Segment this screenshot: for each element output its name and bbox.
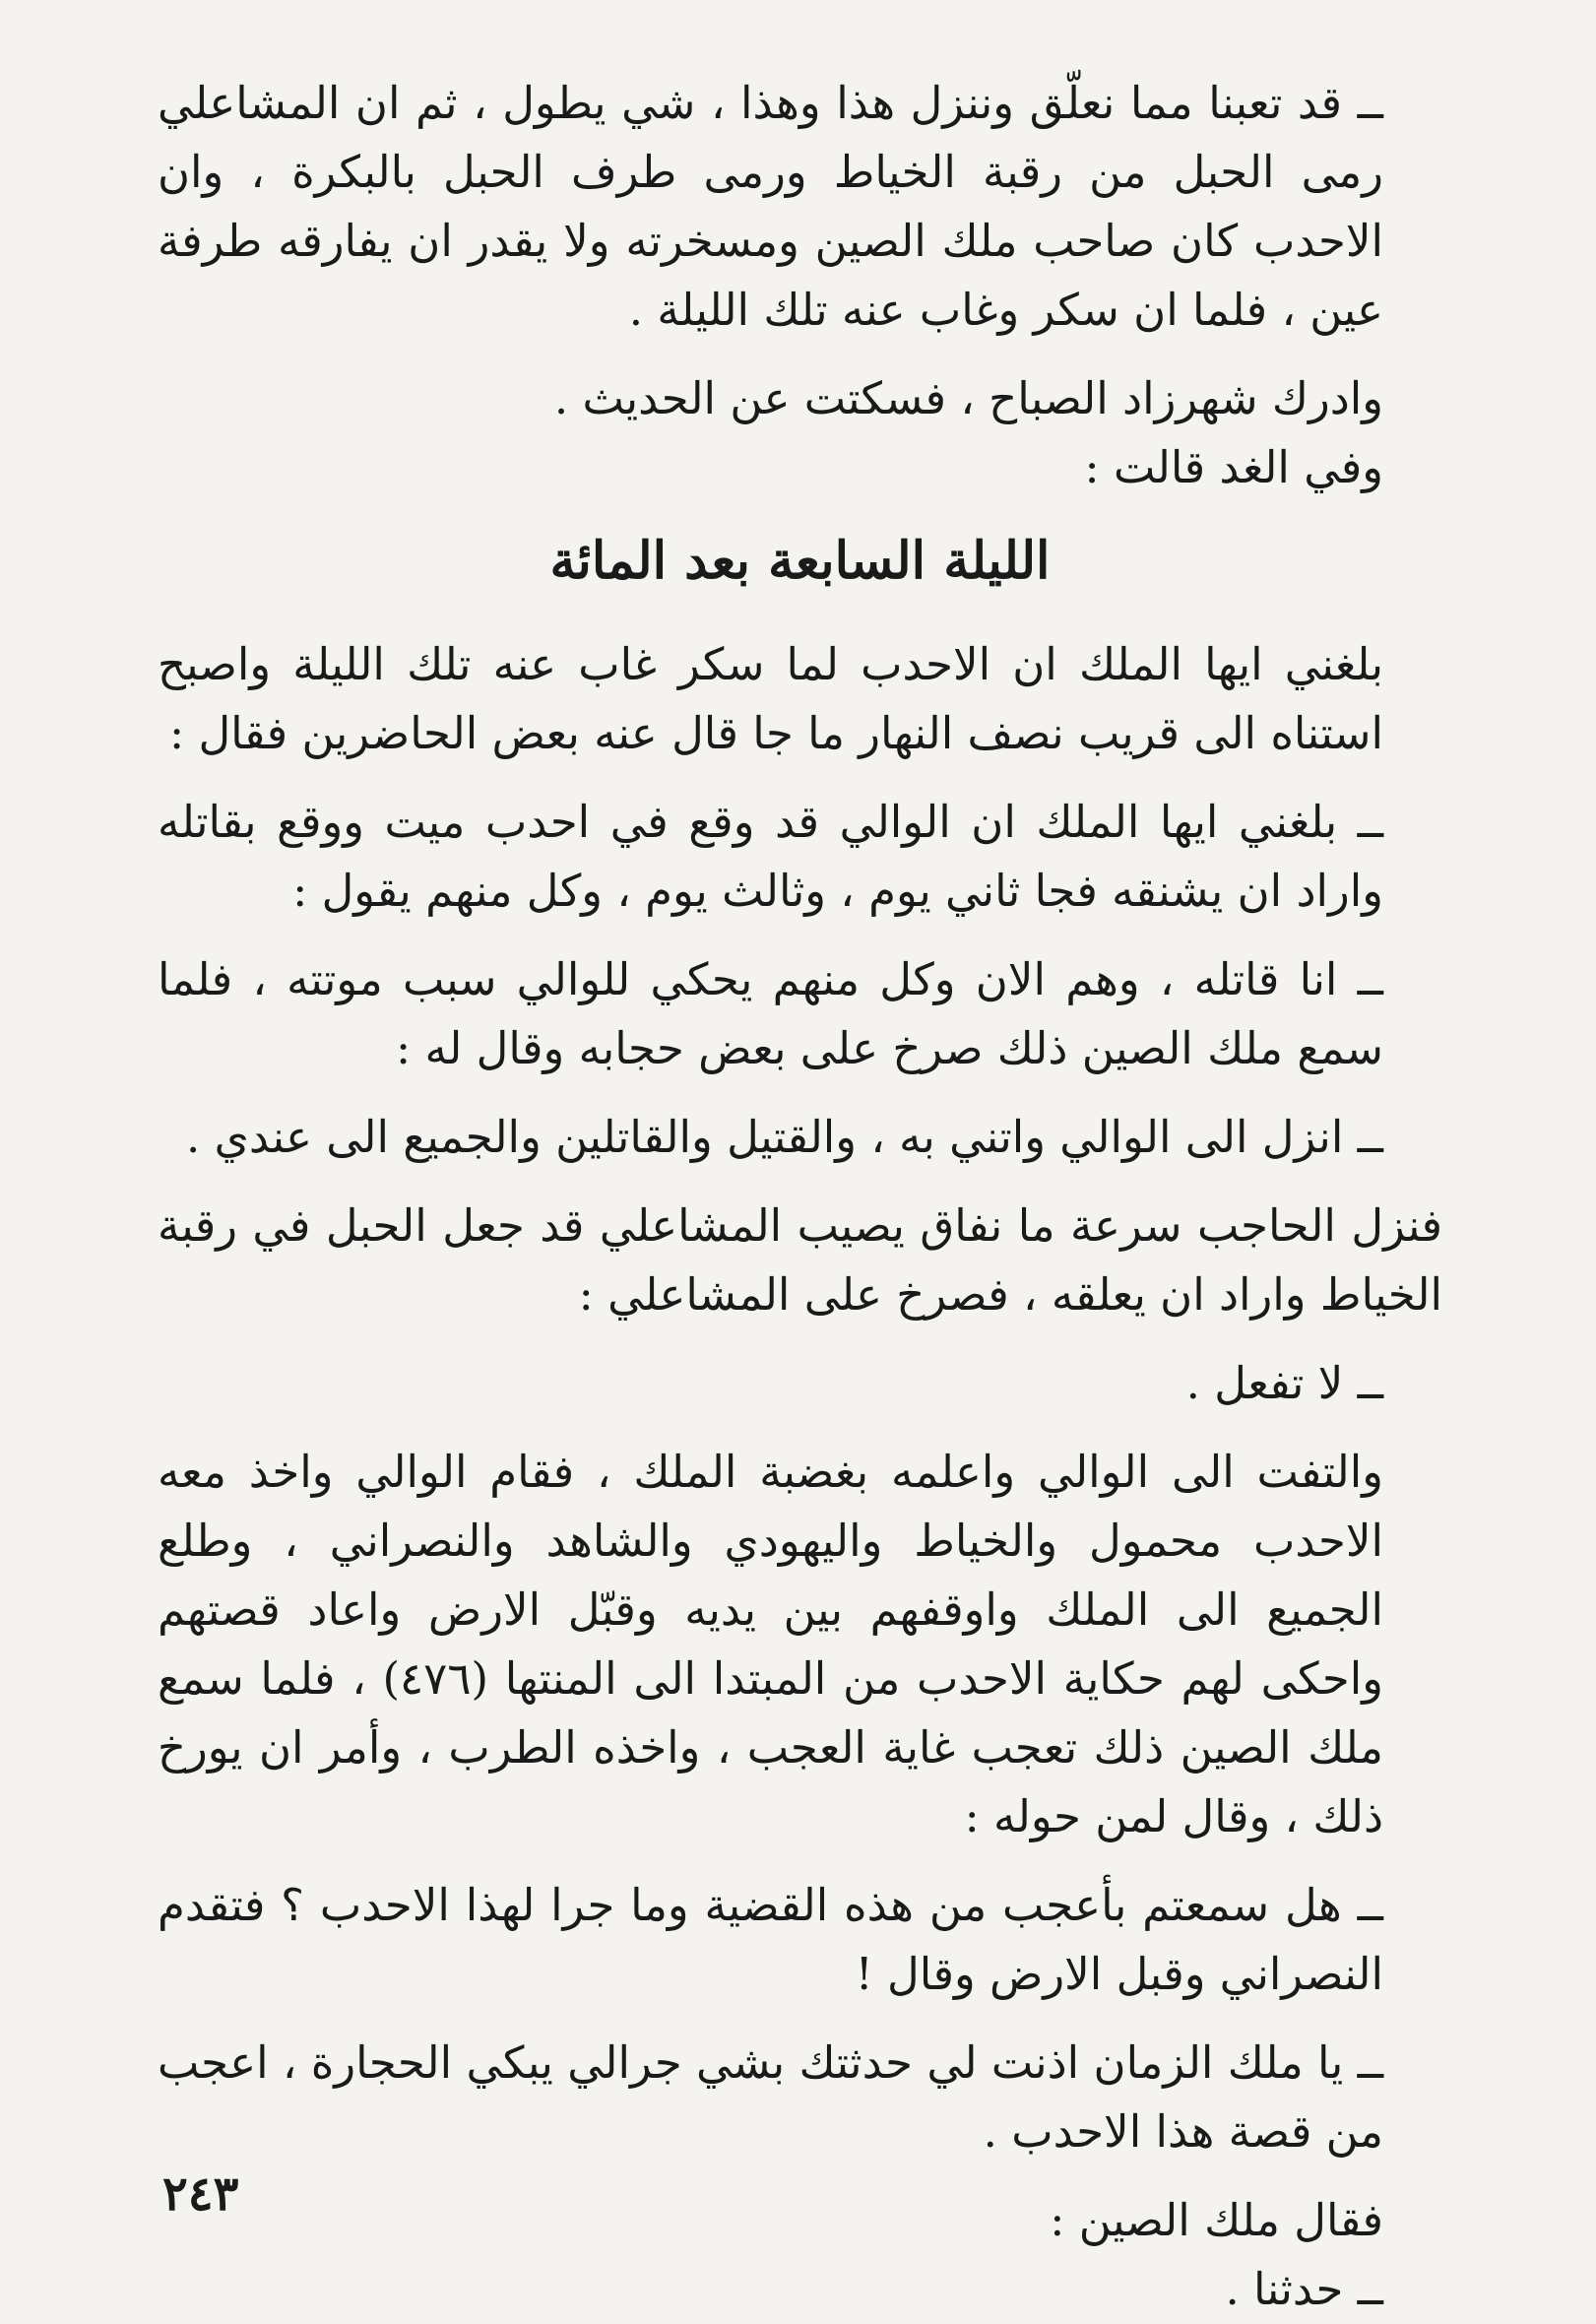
paragraph-11: ــ هل سمعتم بأعجب من هذه القضية وما جرا لهذا الاحدب ؟ فتقدم النصراني وقبل الارض وقال ! [158,1879,1383,2000]
page-body [158,69,1442,2324]
paragraph-10: والتفت الى الوالي واعلمه بغضبة الملك ، فقام الوالي واخذ معه الاحدب محمول والخياط واليهودي والشاهد والنصراني ، وطلع الجميع الى الملك واوقفهم بين يديه وقبّل الارض واعاد قصتهم واحكى لهم حكاية الاحدب من المبتدا الى المنتها (٤٧٦) ، فلما سمع ملك الصين ذلك تعجب غاية العجب ، واخذه الطرب ، وأمر ان يورخ ذلك ، وقال لمن حوله : [158,1446,1383,1842]
paragraph-4: بلغني ايها الملك ان الاحدب لما سكر غاب عنه تلك الليلة واصبح استناه الى قريب نصف النهار ما جا قال عنه بعض الحاضرين فقال : [158,638,1383,759]
paragraph-12: ــ يا ملك الزمان اذنت لي حدثتك بشي جرالي يبكي الحجارة ، اعجب من قصة هذا الاحدب . [158,2036,1383,2158]
paragraph-3: وفي الغد قالت : [1084,441,1383,493]
paragraph-2: وادرك شهرزاد الصباح ، فسكتت عن الحديث . [553,372,1383,424]
paragraph-8: فنزل الحاجب سرعة ما نفاق يصيب المشاعلي قد جعل الحبل في رقبة الخياط واراد ان يعلقه ، فصرخ على المشاعلي : [158,1199,1442,1321]
paragraph-5: ــ بلغني ايها الملك ان الوالي قد وقع في احدب ميت ووقع بقاتله واراد ان يشنقه فجا ثاني يوم ، وثالث يوم ، وكل منهم يقول : [158,796,1383,917]
paragraph-6: ــ انا قاتله ، وهم الان وكل منهم يحكي للوالي سبب موتته ، فلما سمع ملك الصين ذلك صرخ على بعض حجابه وقال له : [158,953,1383,1074]
page-number: ٢٤٣ [162,2166,239,2222]
paragraph-9: ــ لا تفعل . [1185,1357,1383,1409]
paragraph-13: فقال ملك الصين : [1050,2194,1383,2246]
paragraph-1: ــ قد تعبنا مما نعلّق وننزل هذا وهذا ، شي يطول ، ثم ان المشاعلي رمى الحبل من رقبة الخياط ورمى طرف الحبل بالبكرة ، وان الاحدب كان صاحب ملك الصين ومسخرته ولا يقدر ان يفارقه طرفة عين ، فلما ان سكر وغاب عنه تلك الليلة . [158,77,1383,336]
paragraph-14: ــ حدثنا . [1225,2263,1383,2315]
paragraph-7: ــ انزل الى الوالي واتني به ، والقتيل والقاتلين والجميع الى عندي . [186,1111,1383,1163]
chapter-heading: الليلة السابعة بعد المائة [549,531,1051,591]
